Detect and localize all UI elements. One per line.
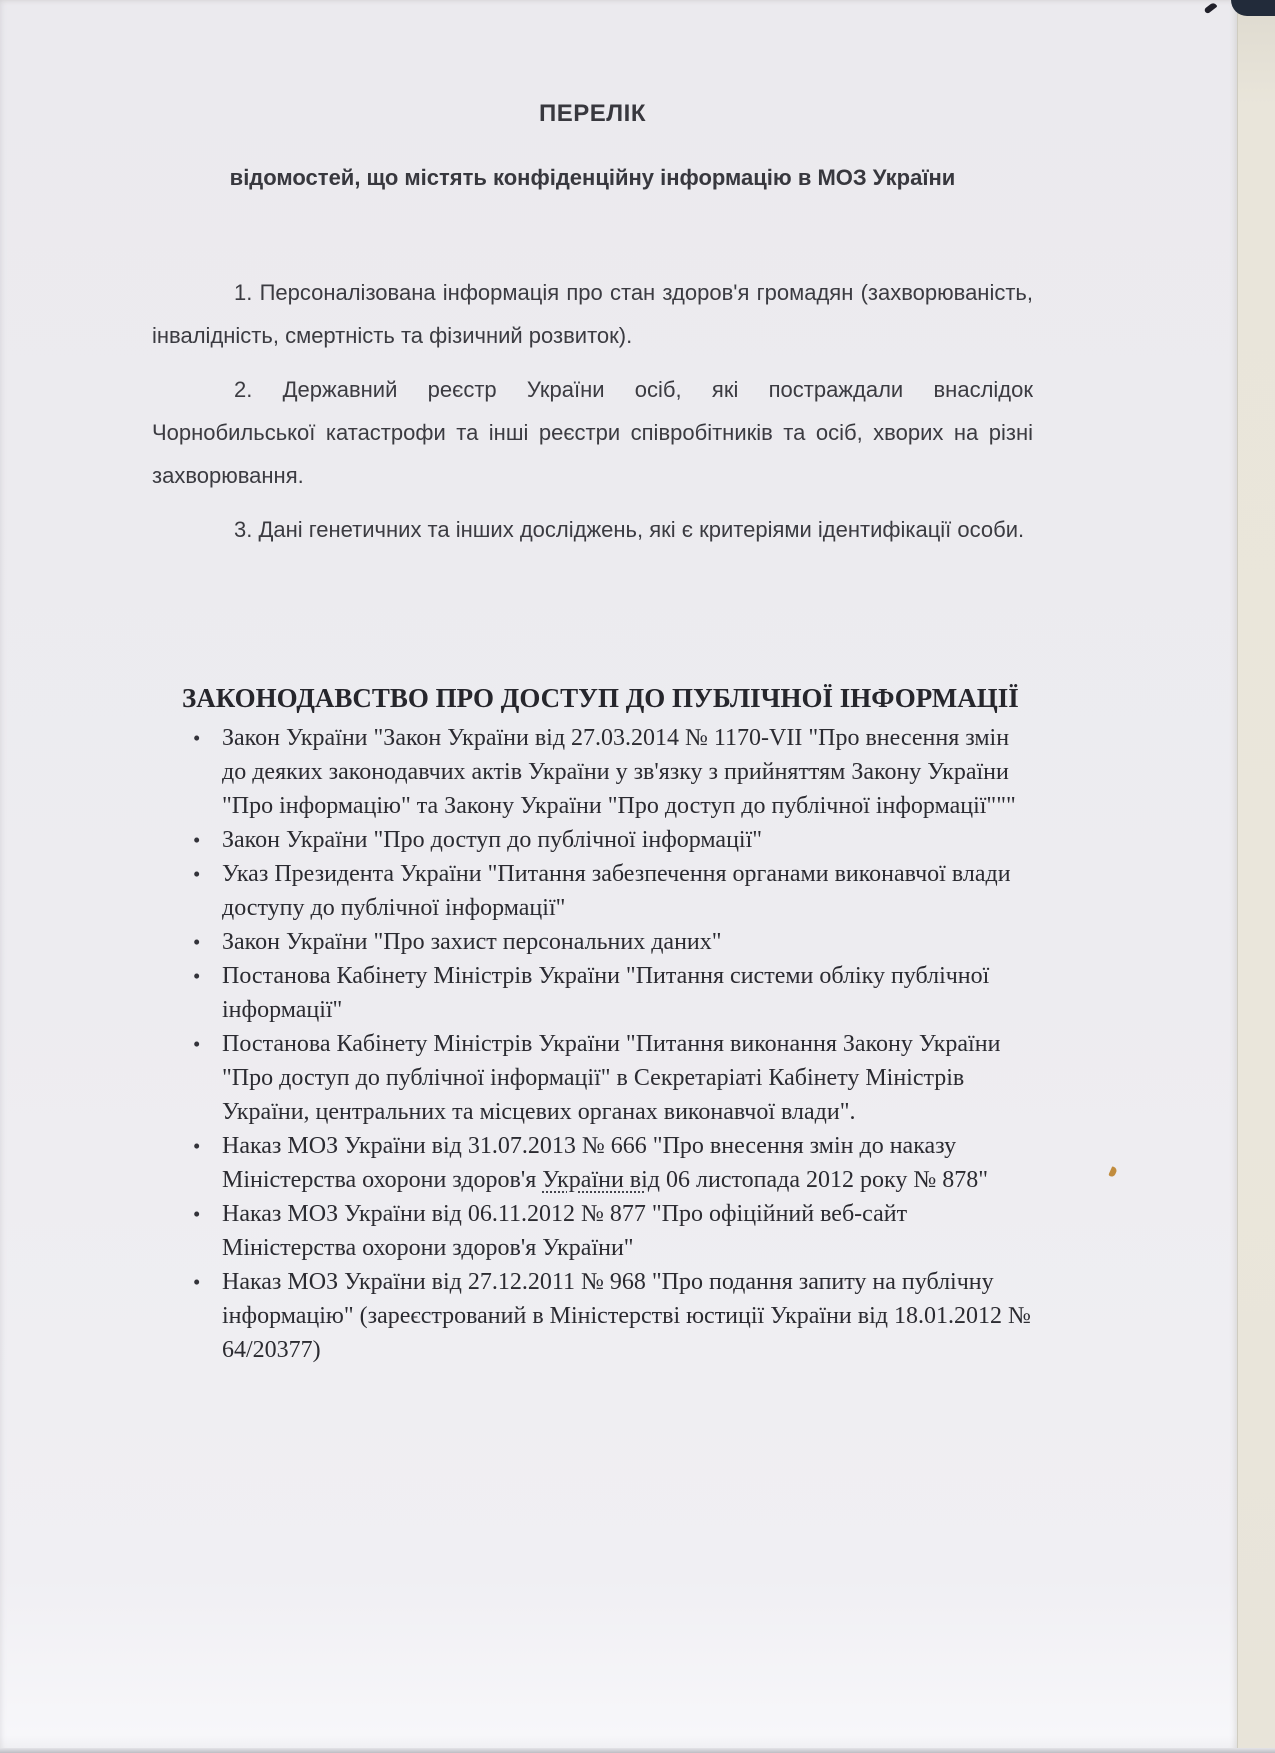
scan-edge-bottom [0, 1748, 1275, 1753]
confidential-info-paragraphs [152, 271, 1033, 551]
dotted-underlined-text: України від [542, 1167, 661, 1193]
bullet-icon: • [193, 828, 201, 852]
document-content [152, 0, 1033, 1367]
list-item [193, 721, 1032, 823]
legislation-heading: ЗАКОНОДАВСТВО ПРО ДОСТУП ДО ПУБЛІЧНОЇ ІНФОРМАЦІЇ [182, 683, 1019, 713]
list-item [193, 925, 1032, 959]
document-title: ПЕРЕЛІК [539, 100, 646, 127]
list-item [193, 1265, 1032, 1367]
bullet-icon: • [193, 726, 201, 750]
scanner-corner-shadow [1231, 0, 1275, 16]
scanner-background-strip [1237, 0, 1275, 1753]
list-item-text: Наказ МОЗ України від 31.07.2013 № 666 "Про внесення змін до наказу Міністерства охорони здоров'я України від 06 листопада 2012 року № 878" [222, 1133, 989, 1193]
bullet-icon: • [193, 1270, 201, 1294]
list-item [193, 1197, 1032, 1265]
legislation-list [152, 721, 1032, 1367]
list-item [193, 857, 1032, 925]
paragraph: 3. Дані генетичних та інших досліджень, які є критеріями ідентифікації особи. [234, 517, 1025, 542]
list-item-text: Указ Президента України "Питання забезпечення органами виконавчої влади доступу до публічної інформації" [222, 861, 1011, 921]
document-subtitle: відомостей, що містять конфіденційну інформацію в МОЗ України [229, 165, 956, 190]
bullet-icon: • [193, 930, 201, 954]
list-item-text: Закон України "Про захист персональних даних" [222, 929, 722, 955]
list-item [193, 1129, 1032, 1197]
bullet-icon: • [193, 1202, 201, 1226]
bullet-icon: • [193, 862, 201, 886]
list-item-text: Постанова Кабінету Міністрів України "Питання системи обліку публічної інформації" [222, 963, 990, 1023]
list-item-text: Наказ МОЗ України від 06.11.2012 № 877 "Про офіційний веб-сайт Міністерства охорони здоров'я України" [222, 1201, 908, 1261]
bullet-icon: • [193, 964, 201, 988]
list-item [193, 823, 1032, 857]
paragraph: 2. Державний реєстр України осіб, які постраждали внаслідок Чорнобильської катастрофи та інші реєстри співробітників та осіб, хворих на різні захворювання. [152, 377, 1033, 488]
list-item-text: Закон України "Закон України від 27.03.2014 № 1170-VII "Про внесення змін до деяких законодавчих актів України у зв'язку з прийняттям Закону України "Про інформацію" та Закону України "Про доступ до публічної інформації""" [222, 725, 1016, 819]
list-item-text: Постанова Кабінету Міністрів України "Питання виконання Закону України "Про доступ до публічної інформації" в Секретаріаті Кабінету Міністрів України, центральних та місцевих органах виконавчої влади". [222, 1031, 1001, 1125]
list-item [193, 959, 1032, 1027]
bullet-icon: • [193, 1032, 201, 1056]
list-item-text: Закон України "Про доступ до публічної інформації" [222, 827, 763, 853]
list-item-text: Наказ МОЗ України від 27.12.2011 № 968 "Про подання запиту на публічну інформацію" (зареєстрований в Міністерстві юстиції України від 18.01.2012 № 64/20377) [222, 1269, 1031, 1363]
bullet-icon: • [193, 1134, 201, 1158]
list-item [193, 1027, 1032, 1129]
paragraph: 1. Персоналізована інформація про стан здоров'я громадян (захворюваність, інвалідність, смертність та фізичний розвиток). [152, 280, 1033, 348]
